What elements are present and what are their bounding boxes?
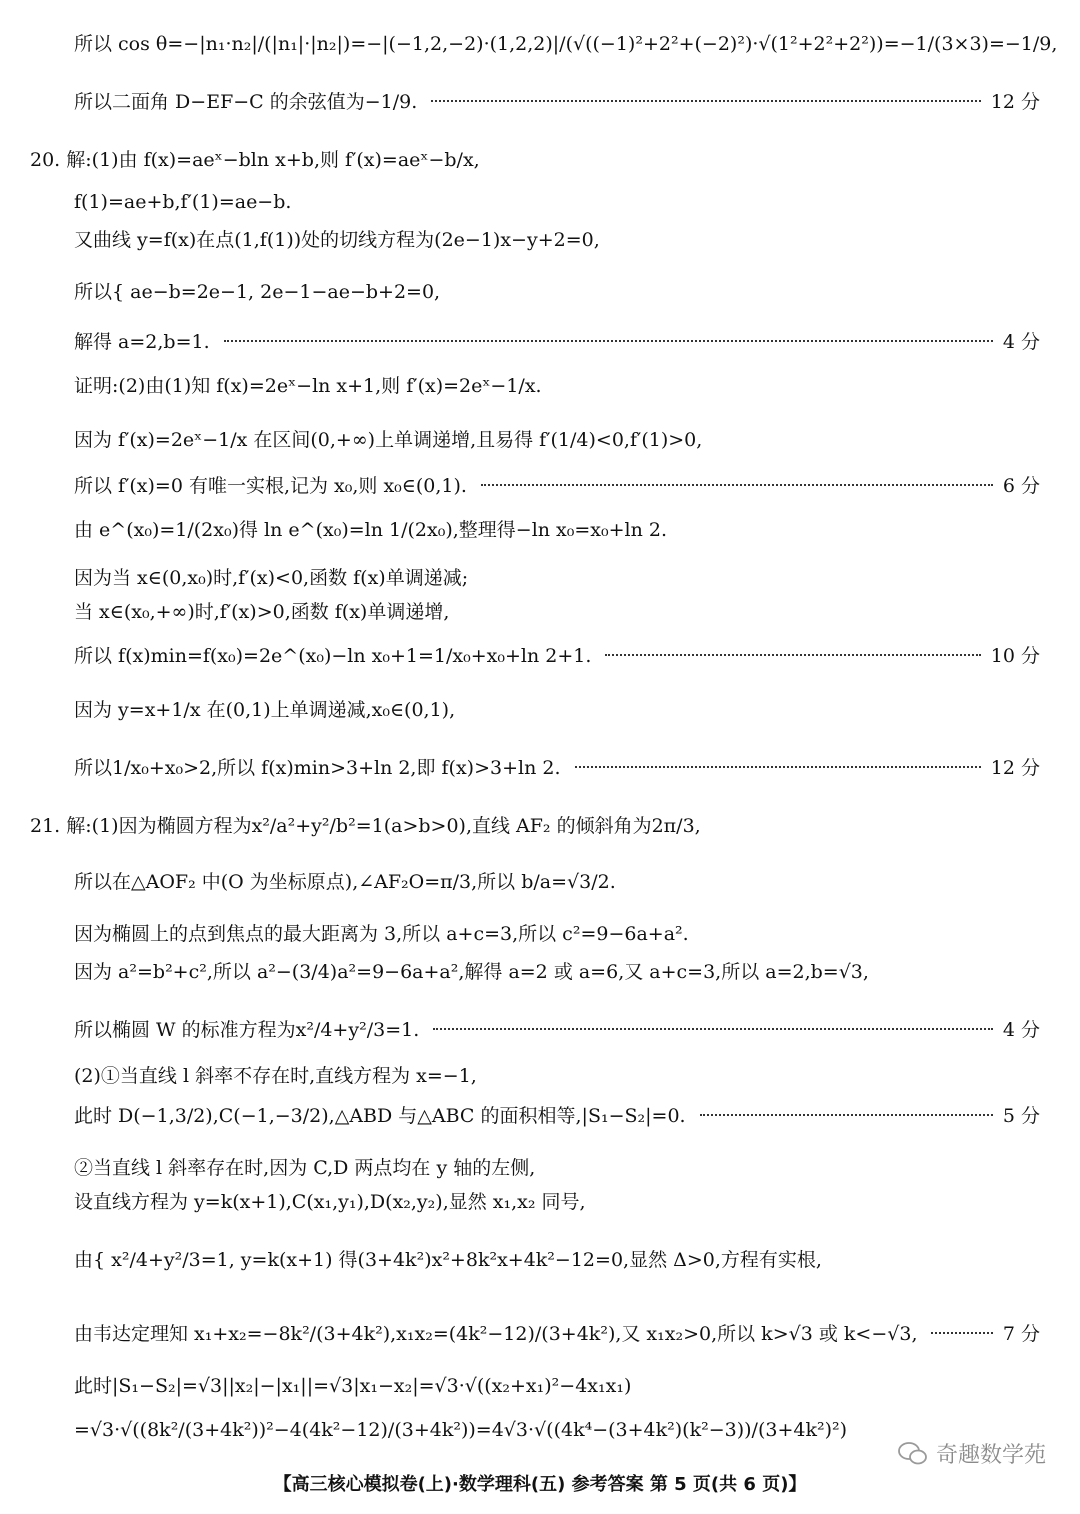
answer-line-text: 此时|S₁−S₂|=√3||x₂|−|x₁||=√3|x₁−x₂|=√3·√((x₂+x₁)²−4x₁x₁) (74, 1374, 632, 1397)
dotted-leader (481, 482, 993, 486)
score-label: 12 分 (990, 756, 1040, 779)
answer-line-text: 此时 D(−1,3/2),C(−1,−3/2),△ABD 与△ABC 的面积相等,|S₁−S₂|=0. (74, 1104, 686, 1127)
answer-line-text: 又曲线 y=f(x)在点(1,f(1))处的切线方程为(2e−1)x−y+2=0, (74, 228, 600, 251)
score-label: 4 分 (1002, 330, 1040, 353)
answer-line (74, 1410, 1040, 1450)
answer-line-text: 当 x∈(x₀,+∞)时,f′(x)>0,函数 f(x)单调递增, (74, 600, 450, 623)
answer-line (74, 1094, 1040, 1134)
answer-line-text: 因为 y=x+1/x 在(0,1)上单调递减,x₀∈(0,1), (74, 698, 456, 721)
answer-line-text: 所以1/x₀+x₀>2,所以 f(x)min>3+ln 2,即 f(x)>3+ln 2. (74, 756, 561, 779)
dotted-leader (700, 1112, 993, 1116)
answer-line (74, 1008, 1040, 1048)
dotted-leader (605, 652, 980, 656)
answer-line (74, 912, 1040, 952)
score-label: 10 分 (990, 644, 1040, 667)
score-label: 6 分 (1002, 474, 1040, 497)
answer-line (74, 320, 1040, 360)
answer-line-text: (2)①当直线 l 斜率不存在时,直线方程为 x=−1, (74, 1064, 477, 1087)
dotted-leader (433, 1026, 993, 1030)
answer-line (74, 182, 1040, 222)
watermark (898, 1438, 1046, 1469)
answer-line (30, 138, 1040, 178)
answer-line (74, 1364, 1040, 1404)
answer-line (74, 950, 1040, 990)
answer-line-text: 所以{ ae−b=2e−1, 2e−1−ae−b+2=0, (74, 280, 441, 303)
page-footer: 【高三核心模拟卷(上)·数学理科(五) 参考答案 第 5 页(共 6 页)】 (273, 1474, 807, 1495)
score-label: 12 分 (990, 90, 1040, 113)
answer-line (74, 1054, 1040, 1094)
dotted-leader (931, 1330, 992, 1334)
answer-line (74, 590, 1040, 630)
answer-line-text: 由{ x²/4+y²/3=1, y=k(x+1) 得(3+4k²)x²+8k²x+4k²−12=0,显然 Δ>0,方程有实根, (74, 1248, 822, 1271)
answer-line-text: 因为当 x∈(0,x₀)时,f′(x)<0,函数 f(x)单调递减; (74, 566, 469, 589)
watermark-text: 奇趣数学苑 (935, 1443, 1046, 1468)
answer-line (74, 80, 1040, 120)
answer-line (74, 418, 1040, 458)
answer-line (74, 22, 1058, 62)
dotted-leader (575, 764, 981, 768)
answer-line (74, 364, 1040, 404)
answer-line-text: 因为椭圆上的点到焦点的最大距离为 3,所以 a+c=3,所以 c²=9−6a+a². (74, 922, 689, 945)
answer-line (74, 218, 1040, 258)
dotted-leader (224, 338, 993, 342)
answer-line-text: 由韦达定理知 x₁+x₂=−8k²/(3+4k²),x₁x₂=(4k²−12)/(3+4k²),又 x₁x₂>0,所以 k>√3 或 k<−√3, (74, 1322, 918, 1345)
answer-line-text: 证明:(2)由(1)知 f(x)=2eˣ−ln x+1,则 f′(x)=2eˣ−1/x. (74, 374, 542, 397)
answer-line (74, 688, 1040, 728)
answer-line (74, 1238, 1040, 1278)
answer-line-text: 因为 f′(x)=2eˣ−1/x 在区间(0,+∞)上单调递增,且易得 f′(1/4)<0,f′(1)>0, (74, 428, 703, 451)
answer-line-text: =√3·√((8k²/(3+4k²))²−4(4k²−12)/(3+4k²))=4√3·√((4k⁴−(3+4k²)(k²−3))/(3+4k²)²) (74, 1419, 848, 1441)
answer-line-text: 设直线方程为 y=k(x+1),C(x₁,y₁),D(x₂,y₂),显然 x₁,x₂ 同号, (74, 1190, 586, 1213)
answer-line-text: ②当直线 l 斜率存在时,因为 C,D 两点均在 y 轴的左侧, (74, 1156, 536, 1179)
answer-line (74, 1312, 1040, 1352)
answer-line (30, 804, 1040, 844)
answer-line (74, 508, 1040, 548)
answer-line-text: 因为 a²=b²+c²,所以 a²−(3/4)a²=9−6a+a²,解得 a=2 或 a=6,又 a+c=3,所以 a=2,b=√3, (74, 960, 869, 983)
answer-line-text: 所以 cos θ=−|n₁·n₂|/(|n₁|·|n₂|)=−|(−1,2,−2)·(1,2,2)|/(√((−1)²+2²+(−2)²)·√(1²+2²+2²))=−1/(3×3)=−1/9, (74, 32, 1058, 55)
score-label: 5 分 (1002, 1104, 1040, 1127)
answer-line (74, 634, 1040, 674)
answer-line-text: 所以椭圆 W 的标准方程为x²/4+y²/3=1. (74, 1018, 420, 1041)
dotted-leader (431, 98, 981, 102)
answer-line-text: 所以在△AOF₂ 中(O 为坐标原点),∠AF₂O=π/3,所以 b/a=√3/2. (74, 870, 616, 893)
score-label: 7 分 (1002, 1322, 1040, 1345)
answer-line (74, 746, 1040, 786)
answer-line (74, 270, 1040, 310)
answer-line-text: f(1)=ae+b,f′(1)=ae−b. (74, 191, 292, 213)
answer-line-text: 所以 f′(x)=0 有唯一实根,记为 x₀,则 x₀∈(0,1). (74, 474, 467, 497)
answer-line-text: 20. 解:(1)由 f(x)=aeˣ−bln x+b,则 f′(x)=aeˣ−b/x, (30, 148, 480, 171)
answer-line (74, 464, 1040, 504)
answer-line (74, 860, 1040, 900)
answer-line-text: 解得 a=2,b=1. (74, 330, 210, 353)
answer-line-text: 由 e^(x₀)=1/(2x₀)得 ln e^(x₀)=ln 1/(2x₀),整理得−ln x₀=x₀+ln 2. (74, 518, 668, 541)
wechat-icon (898, 1441, 928, 1467)
answer-line-text: 21. 解:(1)因为椭圆方程为x²/a²+y²/b²=1(a>b>0),直线 AF₂ 的倾斜角为2π/3, (30, 814, 701, 837)
answer-line-text: 所以二面角 D−EF−C 的余弦值为−1/9. (74, 90, 418, 113)
answer-line (74, 1180, 1040, 1220)
answer-line-text: 所以 f(x)min=f(x₀)=2e^(x₀)−ln x₀+1=1/x₀+x₀+ln 2+1. (74, 644, 592, 667)
score-label: 4 分 (1002, 1018, 1040, 1041)
